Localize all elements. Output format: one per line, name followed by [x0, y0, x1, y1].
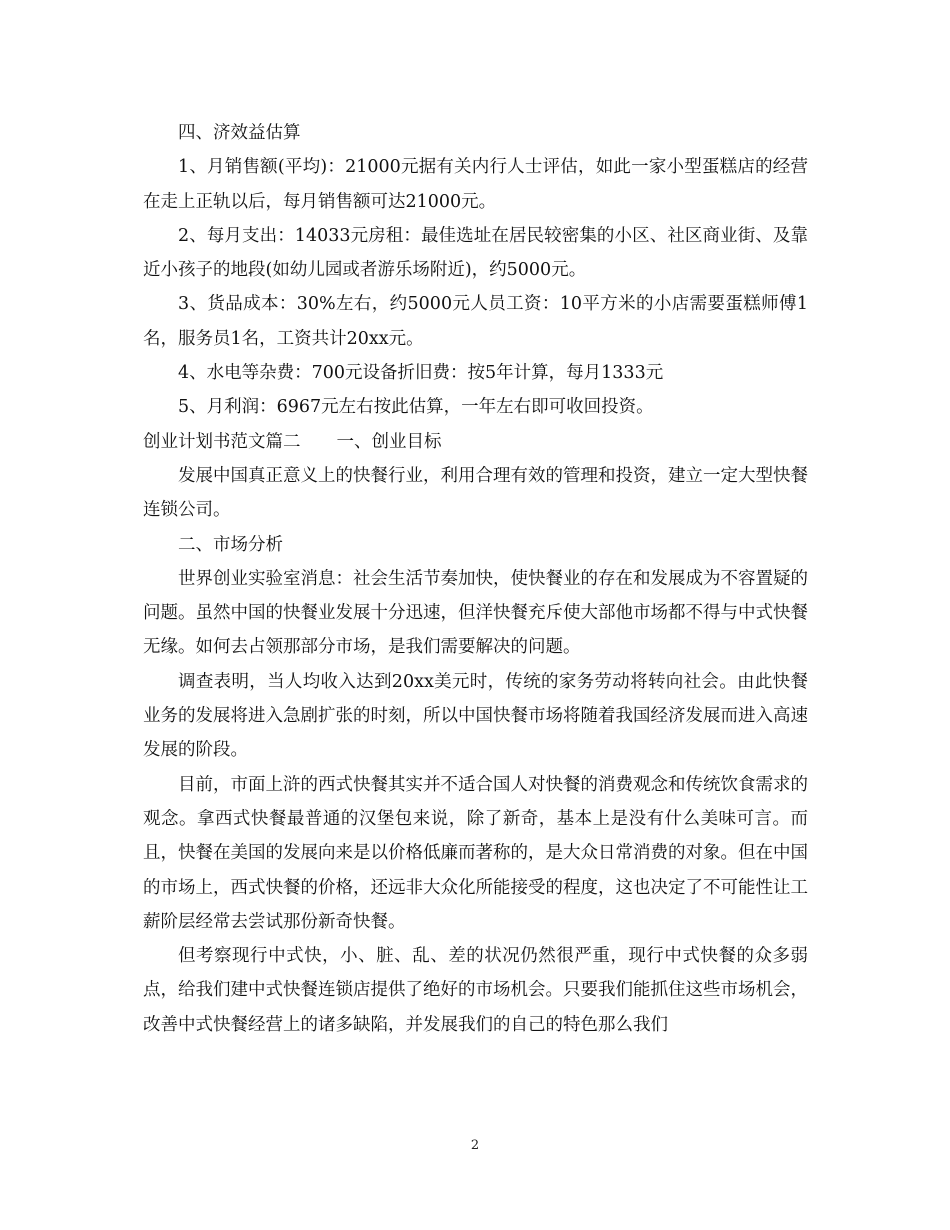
- section-heading: 二、市场分析: [178, 534, 283, 555]
- paragraph: 调查表明，当人均收入达到20xx美元时，传统的家务劳动将转向社会。由此快餐业务的发展将进入急剧扩张的时刻，所以中国快餐市场将随着我国经济发展而进入高速发展的阶段。: [143, 671, 808, 761]
- paragraph: 发展中国真正意义上的快餐行业，利用合理有效的管理和投资，建立一定大型快餐连锁公司。: [143, 465, 808, 521]
- page-number: 2: [470, 1138, 480, 1153]
- paragraph: 3、货品成本：30%左右，约5000元人员工资：10平方米的小店需要蛋糕师傅1名，服务员1名，工资共计20xx元。: [143, 294, 808, 349]
- paragraph: 1、月销售额(平均)：21000元据有关内行人士评估，如此一家小型蛋糕店的经营在走上正轨以后，每月销售额可达21000元。: [143, 157, 808, 212]
- paragraph: 目前，市面上浒的西式快餐其实并不适合国人对快餐的消费观念和传统饮食需求的观念。拿西式快餐最普通的汉堡包来说，除了新奇，基本上是没有什么美味可言。而且，快餐在美国的发展向来是以价格低廉而著称的，是大众日常消费的对象。但在中国的市场上，西式快餐的价格，还远非大众化所能接受的程度，这也决定了不可能性让工薪阶层经常去尝试那份新奇快餐。: [143, 774, 808, 932]
- article-title: 创业计划书范文篇二: [143, 431, 301, 452]
- paragraph: 但考察现行中式快，小、脏、乱、差的状况仍然很严重，现行中式快餐的众多弱点，给我们建中式快餐连锁店提供了绝好的市场机会。只要我们能抓住这些市场机会，改善中式快餐经营上的诸多缺陷，并发展我们的自己的特色那么我们: [143, 946, 808, 1035]
- section-heading: 四、济效益估算: [178, 123, 301, 143]
- paragraph: 4、水电等杂费：700元设备折旧费：按5年计算，每月1333元: [178, 363, 664, 384]
- paragraph: 世界创业实验室消息：社会生活节奏加快，使快餐业的存在和发展成为不容置疑的问题。虽然中国的快餐业发展十分迅速，但洋快餐充斥使大部他市场都不得与中式快餐无缘。如何去占领那部分市场，是我们需要解决的问题。: [143, 568, 808, 658]
- document-body: [143, 116, 808, 1042]
- paragraph: 5、月利润：6967元左右按此估算，一年左右即可收回投资。: [178, 397, 654, 418]
- paragraph: 2、每月支出：14033元房租：最佳选址在居民较密集的小区、社区商业街、及靠近小孩子的地段(如幼儿园或者游乐场附近)，约5000元。: [143, 225, 808, 281]
- section-heading: 一、创业目标: [336, 431, 442, 452]
- article-heading: [143, 425, 808, 459]
